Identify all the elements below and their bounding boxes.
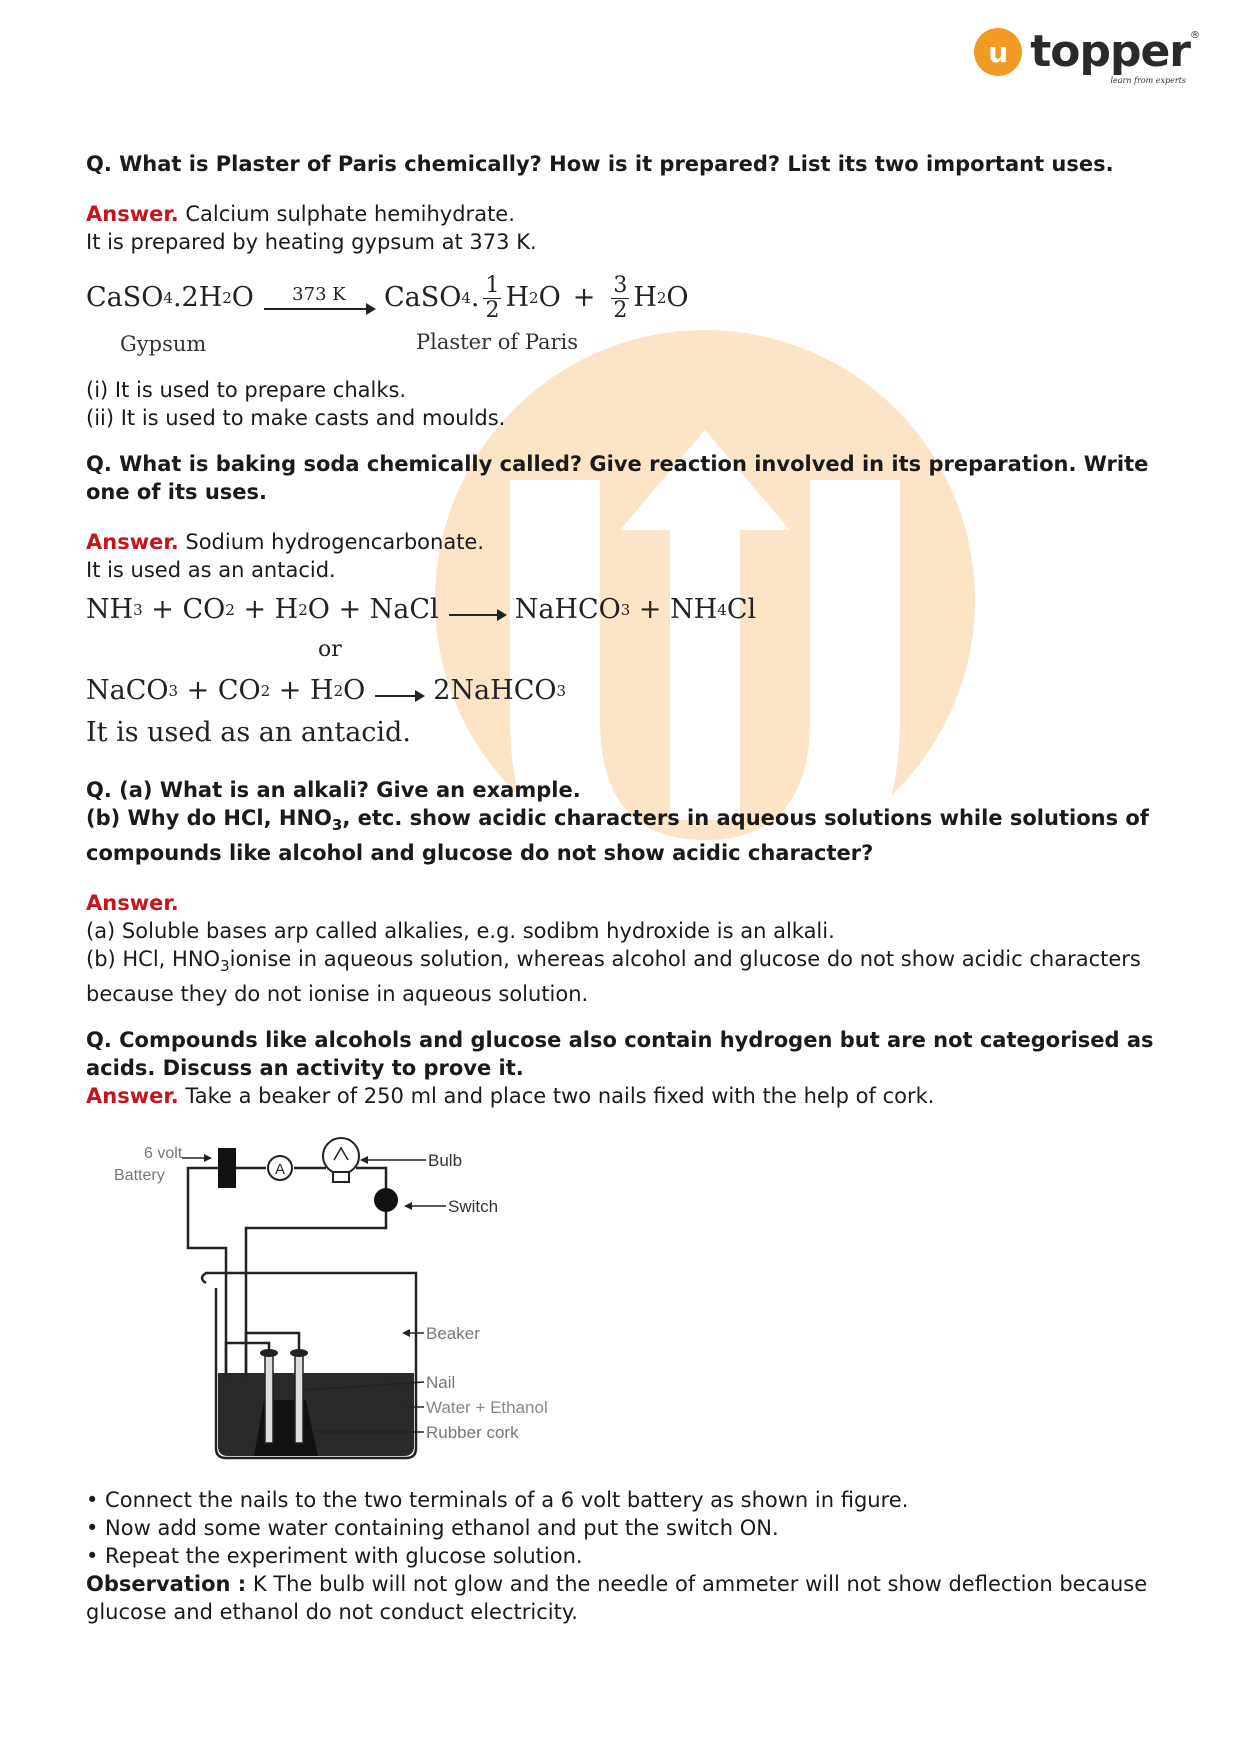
answer-3-label: Answer.: [86, 891, 179, 915]
logo-badge-icon: u: [974, 28, 1022, 76]
label-battery: Battery: [114, 1167, 165, 1184]
question-3b: (b) Why do HCl, $HNO_3$, etc. show acidic characters in aqueous solutions while solutions of compounds like alcohol and glucose do not show acidic character?: [86, 806, 1149, 865]
question-1: Q. What is Plaster of Paris chemically? How is it prepared? List its two important uses.: [86, 152, 1114, 176]
nail-left-icon: [265, 1353, 273, 1443]
question-4: Q. Compounds like alcohols and glucose also contain hydrogen but are not categorised as acids. Discuss an activity to prove it.: [86, 1028, 1154, 1080]
answer-2: Answer. Sodium hydrogencarbonate.: [86, 530, 485, 554]
answer-3a: (a) Soluble bases arp called alkalies, e.g. sodibm hydroxide is an alkali.: [86, 919, 835, 943]
brand-name: topper: [1030, 26, 1190, 77]
svg-text:A: A: [274, 1161, 286, 1178]
answer-3b: (b) HCl, $HNO_3ionise$ in aqueous solution, whereas alcohol and glucose do not show acidic characters because they do not ionise in aqueous solution.: [86, 947, 1141, 1006]
answer-1: Answer. Calcium sulphate hemihydrate.: [86, 202, 515, 226]
conductivity-apparatus-figure: [106, 1128, 626, 1478]
answer-2-use: It is used as an antacid.: [86, 558, 336, 582]
label-rubber-cork: Rubber cork: [426, 1423, 519, 1442]
use-2: (ii) It is used to make casts and moulds.: [86, 406, 506, 430]
answer-label: Answer.: [86, 202, 179, 226]
battery-icon: [218, 1148, 236, 1188]
label-beaker: Beaker: [426, 1324, 480, 1343]
equation-plaster-of-paris: CaSO 4 .2H 2 O 373 K CaSO 4 . $\frac{1}{2}$ H 2 O + $\frac{3}{2}$ H 2 O: [86, 272, 689, 323]
bullet-2: • Now add some water containing ethanol and put the switch ON.: [86, 1516, 779, 1540]
brand-tagline: learn from experts: [1110, 76, 1186, 85]
bullet-1: • Connect the nails to the two terminals of a 6 volt battery as shown in figure.: [86, 1488, 909, 1512]
answer-1-prep: It is prepared by heating gypsum at 373 K.: [86, 230, 537, 254]
label-nail: Nail: [426, 1373, 456, 1392]
answer-4: Answer. Take a beaker of 250 ml and place two nails fixed with the help of cork.: [86, 1084, 935, 1108]
label-plaster-of-paris: Plaster of Paris: [416, 330, 579, 354]
equation-baking-soda-1: NH 3 + CO 2 + H 2 O + NaCl NaHCO 3 + NH 4 Cl: [86, 594, 757, 625]
equation-baking-soda-2: NaCO 3 + CO 2 + H 2 O 2NaHCO 3: [86, 675, 567, 706]
nail-right-icon: [295, 1353, 303, 1443]
use-1: (i) It is used to prepare chalks.: [86, 378, 407, 402]
or-text: or: [318, 637, 342, 662]
brand-logo: [974, 26, 1200, 85]
antacid-note: It is used as an antacid.: [86, 717, 411, 748]
question-3a: Q. (a) What is an alkali? Give an example.: [86, 778, 581, 802]
solution-fill: [218, 1373, 414, 1456]
observation: Observation : K The bulb will not glow and the needle of ammeter will not show deflection because glucose and ethanol do not conduct electricity.: [86, 1572, 1148, 1624]
bullet-3: • Repeat the experiment with glucose solution.: [86, 1544, 583, 1568]
label-battery-volt: 6 volt: [144, 1145, 183, 1162]
switch-icon: [374, 1188, 398, 1212]
reaction-arrow: 373 K: [264, 286, 374, 310]
label-bulb: Bulb: [428, 1151, 463, 1170]
label-solution: Water + Ethanol: [426, 1398, 548, 1417]
question-2: Q. What is baking soda chemically called? Give reaction involved in its preparation. Write one of its uses.: [86, 452, 1149, 504]
registered-mark: ®: [1190, 30, 1200, 41]
label-switch: Switch: [448, 1197, 499, 1216]
bulb-icon: [323, 1138, 359, 1182]
ammeter-icon: [268, 1156, 292, 1180]
document-body: [86, 150, 1166, 1626]
label-gypsum: Gypsum: [120, 332, 207, 356]
